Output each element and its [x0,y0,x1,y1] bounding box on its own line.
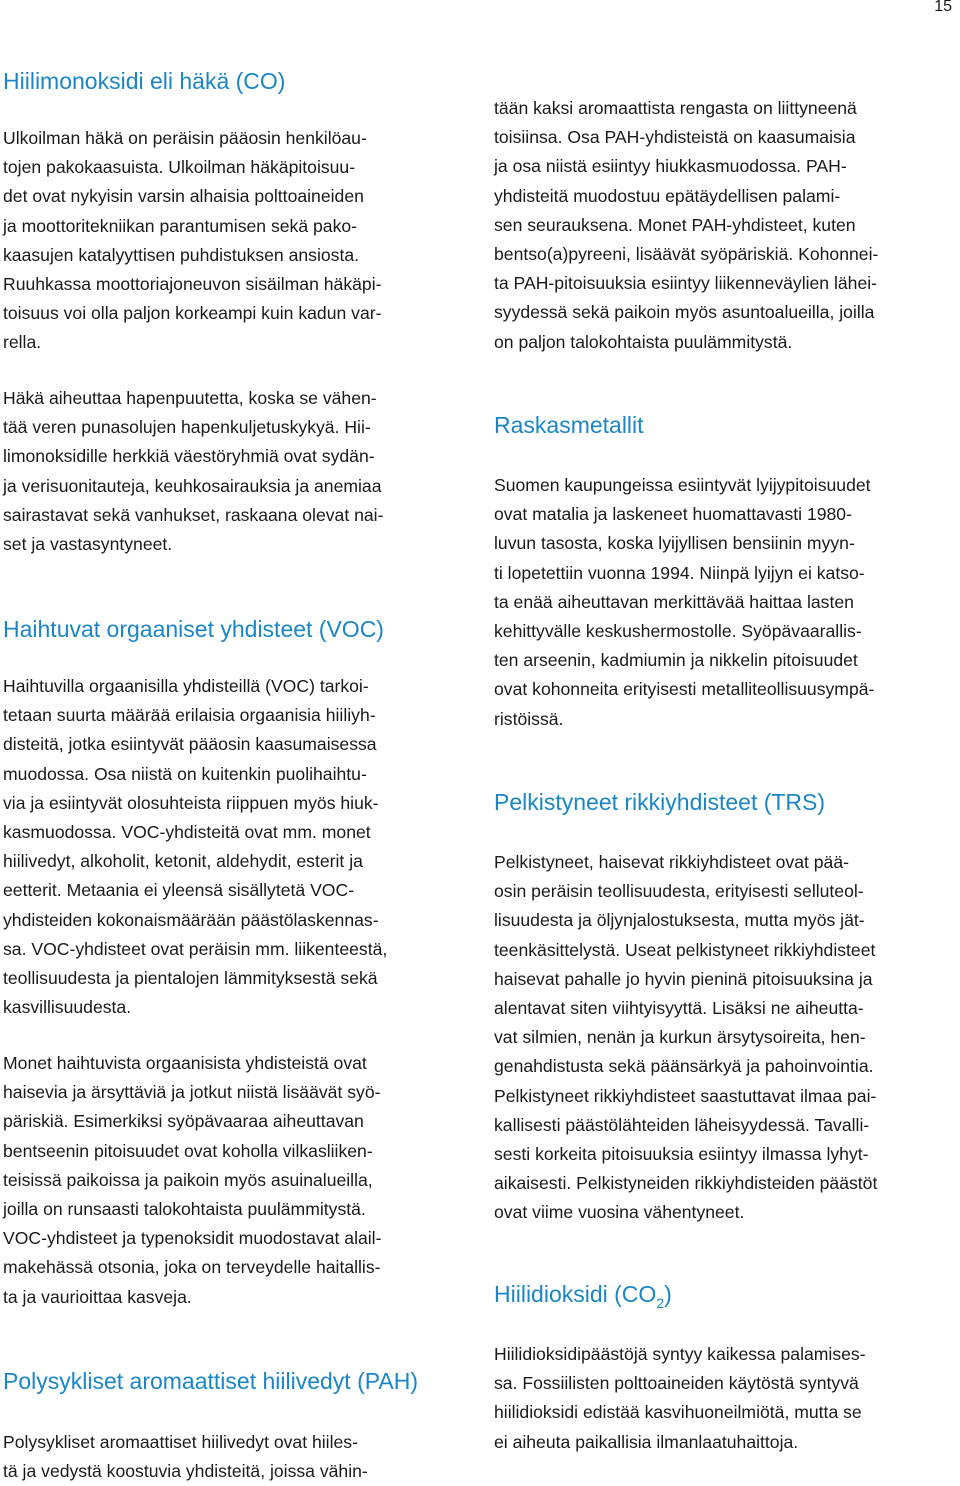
paragraph-pah-1 [3,1428,368,1486]
text-line: det ovat nykyisin varsin alhaisia polttoaineiden [3,186,364,207]
text-line: ovat kohonneita erityisesti metalliteollisuusympä- [494,679,875,700]
text-line: bentseenin pitoisuudet ovat koholla vilkasliiken- [3,1140,373,1161]
heading-heavy-metals: Raskasmetallit [494,412,644,438]
text-line: haisevat pahalle jo hyvin pieninä pitoisuuksina ja [494,968,873,989]
text-line: on paljon talokohtaista puulämmitystä. [494,331,793,352]
text-line: ovat viime vuosina vähentyneet. [494,1202,745,1223]
text-line: sa. VOC-yhdisteet ovat peräisin mm. liikenteestä, [3,938,388,959]
text-line: syydessä sekä paikoin myös asuntoalueilla, joilla [494,302,875,323]
paragraph-voc-1 [3,672,387,1022]
text-line: kallisesti päästölähteiden läheisyydessä. Tavalli- [494,1114,870,1135]
paragraph-pah-continued [494,94,878,357]
text-line: makehässä otsonia, joka on terveydelle haitallis- [3,1257,381,1278]
text-line: ten arseenin, kadmiumin ja nikkelin pitoisuudet [494,650,858,671]
text-line: toisiinsa. Osa PAH-yhdisteistä on kaasumaisia [494,127,856,148]
text-line: ovat matalia ja laskeneet huomattavasti 1980- [494,504,852,525]
page-number: 15 [934,0,952,15]
text-line: toisuus voi olla paljon korkeampi kuin kadun var- [3,303,382,324]
text-line: Pelkistyneet, haisevat rikkiyhdisteet ovat pää- [494,852,849,872]
text-line: bentso(a)pyreeni, lisäävät syöpäriskiä. Kohonnei- [494,244,879,265]
text-line: teisissä paikoissa ja paikoin myös asuinalueilla, [3,1169,373,1190]
text-line: tään kaksi aromaattista rengasta on liittyneenä [494,98,857,118]
text-line: tä ja vedystä koostuvia yhdisteitä, joissa vähin- [3,1461,368,1482]
text-line: Monet haihtuvista orgaanisista yhdisteistä ovat [3,1053,367,1073]
text-line: ei aiheuta paikallisia ilmanlaatuhaittoja. [494,1431,799,1452]
text-line: yhdisteitä muodostuu epätäydellisen palami- [494,185,841,206]
text-line: kehittyvälle keskushermostolle. Syöpävaarallis- [494,621,862,642]
text-line: ristöissä. [494,708,564,729]
heading-trs: Pelkistyneet rikkiyhdisteet (TRS) [494,789,826,815]
text-line: ta PAH-pitoisuuksia esiintyy liikenneväylien lähei- [494,273,878,294]
text-line: Häkä aiheuttaa hapenpuutetta, koska se vähen- [3,388,377,408]
text-line: limonoksidille herkkiä väestöryhmiä ovat sydän- [3,446,375,467]
text-line: päriskiä. Esimerkiksi syöpävaaraa aiheuttavan [3,1111,364,1132]
text-line: tetaan suurta määrää erilaisia orgaanisia hiiliyh- [3,705,376,726]
text-line: set ja vastasyntyneet. [3,534,173,555]
text-line: Polysykliset aromaattiset hiilivedyt ovat hiiles- [3,1432,358,1452]
heading-co2-subscript: 2 [656,1295,665,1311]
paragraph-co2 [494,1340,866,1457]
text-line: kasmuodossa. VOC-yhdisteitä ovat mm. monet [3,822,371,843]
text-line: hiilivedyt, alkoholit, ketonit, aldehydit, esterit ja [3,851,363,872]
text-line: kaasujen katalyyttisen puhdistuksen ansiosta. [3,244,359,265]
text-line: Suomen kaupungeissa esiintyvät lyijypitoisuudet [494,475,871,495]
text-line: lisuudesta ja öljynjalostuksesta, mutta myös jät- [494,910,865,931]
heading-pah: Polysykliset aromaattiset hiilivedyt (PAH) [3,1368,418,1394]
text-line: ja moottoritekniikan parantumisen sekä pako- [3,215,358,236]
text-line: tää veren punasolujen hapenkuljetuskykyä. Hii- [3,417,371,438]
text-line: Pelkistyneet rikkiyhdisteet saastuttavat ilmaa pai- [494,1085,877,1106]
text-line: muodossa. Osa niistä on kuitenkin puolihaihtu- [3,763,367,784]
text-line: sa. Fossiilisten polttoaineiden käytöstä syntyvä [494,1373,859,1394]
text-line: eetterit. Metaania ei yleensä sisällytetä VOC- [3,880,355,901]
text-line: hiilidioksidi edistää kasvihuoneilmiötä, mutta se [494,1402,862,1423]
paragraph-heavy-metals [494,471,874,734]
text-line: kasvillisuudesta. [3,997,132,1018]
heading-co2-text: Hiilidioksidi (CO [494,1281,657,1307]
text-line: disteitä, jotka esiintyvät pääosin kaasumaisessa [3,734,377,755]
text-line: aikaisesti. Pelkistyneiden rikkiyhdisteiden päästöt [494,1173,878,1194]
text-line: VOC-yhdisteet ja typenoksidit muodostavat alail- [3,1228,382,1249]
text-line: ja verisuonitauteja, keuhkosairauksia ja anemiaa [3,475,382,496]
text-line: Haihtuvilla orgaanisilla yhdisteillä (VOC) tarkoi- [3,676,369,696]
text-line: luvun tasosta, koska lyijyllisen bensiinin myyn- [494,533,855,554]
paragraph-trs [494,848,877,1228]
text-line: haisevia ja ärsyttäviä ja jotkut niistä lisäävät syö- [3,1082,381,1103]
text-line: osin peräisin teollisuudesta, erityisesti selluteol- [494,881,864,902]
text-line: via ja esiintyvät olosuhteista riippuen myös hiuk- [3,792,379,813]
text-line: sen seurauksena. Monet PAH-yhdisteet, kuten [494,214,856,235]
text-line: teenkäsittelystä. Useat pelkistyneet rikkiyhdisteet [494,939,876,960]
text-line: ti lopetettiin vuonna 1994. Niinpä lyijyn ei katso- [494,562,865,583]
heading-co: Hiilimonoksidi eli häkä (CO) [3,68,286,94]
text-line: tojen pakokaasuista. Ulkoilman häkäpitoisuu- [3,157,356,178]
heading-co2 [494,1279,672,1312]
text-line: joilla on runsaasti talokohtaista puulämmitystä. [3,1199,366,1220]
text-line: ta enää aiheuttavan merkittävää haittaa lasten [494,591,854,612]
text-line: vat silmien, nenän ja kurkun ärsytysoireita, hen- [494,1027,866,1048]
text-line: Ruuhkassa moottoriajoneuvon sisäilman häkäpi- [3,274,382,295]
text-line: genahdistusta sekä päänsärkyä ja pahoinvointia. [494,1056,874,1077]
paragraph-co-2 [3,384,383,559]
text-line: Ulkoilman häkä on peräisin pääosin henkilöau- [3,128,367,148]
text-line: sairastavat sekä vanhukset, raskaana olevat nai- [3,504,384,525]
heading-co2-close: ) [664,1281,672,1307]
text-line: ja osa niistä esiintyy hiukkasmuodossa. PAH- [494,156,847,177]
text-line: alentavat siten viihtyisyyttä. Lisäksi ne aiheutta- [494,998,864,1019]
text-line: yhdisteiden kokonaismäärään päästölaskennas- [3,909,379,930]
text-line: teollisuudesta ja pientalojen lämmityksestä sekä [3,968,378,989]
heading-voc: Haihtuvat orgaaniset yhdisteet (VOC) [3,616,384,642]
paragraph-co-1 [3,124,381,358]
text-line: ta ja vaurioittaa kasveja. [3,1286,192,1307]
text-line: Hiilidioksidipäästöjä syntyy kaikessa palamises- [494,1344,866,1364]
text-line: sesti korkeita pitoisuuksia esiintyy ilmassa lyhyt- [494,1144,869,1165]
paragraph-voc-2 [3,1049,381,1312]
text-line: rella. [3,332,42,353]
